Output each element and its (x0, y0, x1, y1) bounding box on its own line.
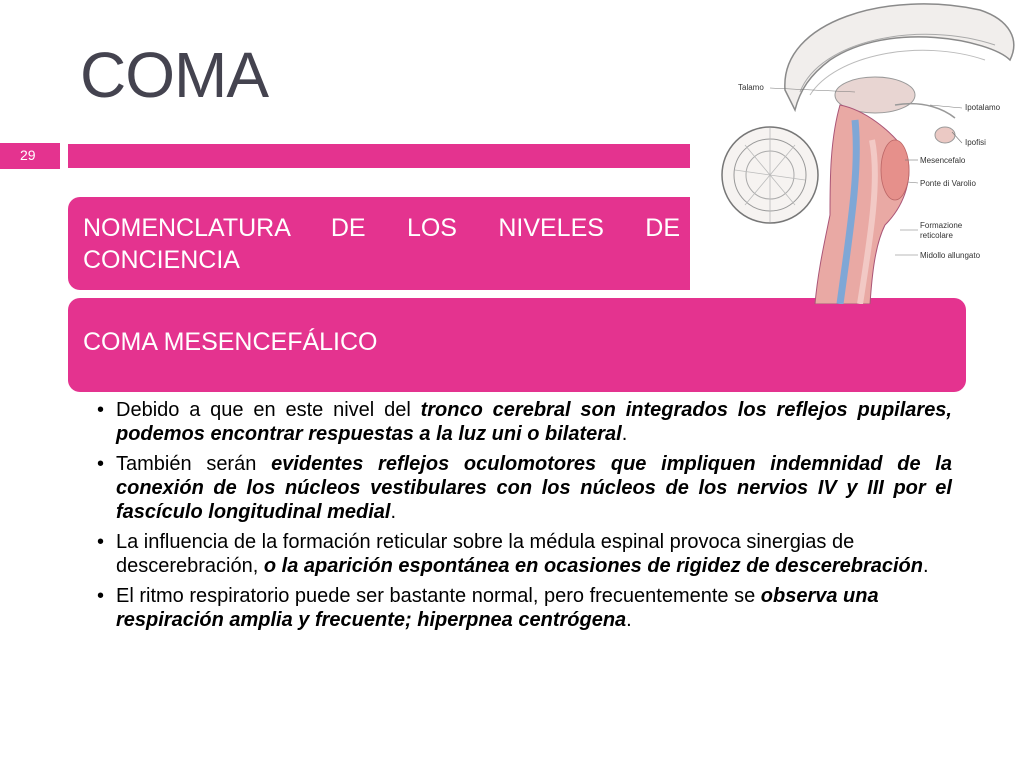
slide-title: COMA (80, 39, 268, 111)
bullet-emphasis: tronco cerebral son integrados los reflejos pupilares, podemos encontrar respuestas a la luz uni o bilateral (116, 399, 952, 445)
bullet-item (97, 452, 952, 524)
bullet-emphasis: o la aparición espontánea en ocasiones de rigidez de descerebración (263, 555, 923, 577)
label-ponte: Ponte di Varolio (920, 179, 976, 188)
slide-number: 29 (0, 143, 60, 169)
accent-bar (68, 144, 690, 168)
bullet-text: El ritmo respiratorio puede ser bastante normal, pero frecuentemente se (116, 585, 761, 607)
label-reticolare: reticolare (920, 231, 953, 240)
bullet-emphasis: evidentes reflejos oculomotores que impliquen indemnidad de la conexión de los núcleos vestibulares con los núcleos de los nervios IV y III por el fascículo longitudinal medial (116, 453, 952, 523)
label-mesencefalo: Mesencefalo (920, 156, 966, 165)
subheader-box: COMA MESENCEFÁLICO (68, 298, 966, 392)
brainstem-diagram (690, 0, 1024, 304)
bullet-text: . (626, 609, 632, 631)
label-formazione: Formazione (920, 221, 963, 230)
bullet-text: . (390, 501, 397, 523)
hypophysis-shape (935, 127, 955, 143)
bullet-text: . (621, 423, 628, 445)
bullet-list (97, 398, 952, 638)
bullet-emphasis: observa una respiración amplia y frecuente; hiperpnea centrógena (116, 585, 879, 631)
bullet-item (97, 530, 952, 578)
bullet-text: También serán (116, 453, 272, 475)
label-midollo: Midollo allungato (920, 251, 981, 260)
label-talamo: Talamo (738, 83, 764, 92)
label-ipofisi: Ipofisi (965, 138, 986, 147)
label-ipotalamo: Ipotalamo (965, 103, 1001, 112)
bullet-item (97, 584, 952, 632)
header-box: NOMENCLATURA DE LOS NIVELES DE CONCIENCIA (68, 197, 690, 290)
bullet-item (97, 398, 952, 446)
bullet-text: La influencia de la formación reticular sobre la médula espinal provoca sinergias de descerebración, (116, 531, 855, 577)
bullet-text: Debido a que en este nivel del (116, 399, 421, 421)
bullet-text: . (923, 555, 929, 577)
